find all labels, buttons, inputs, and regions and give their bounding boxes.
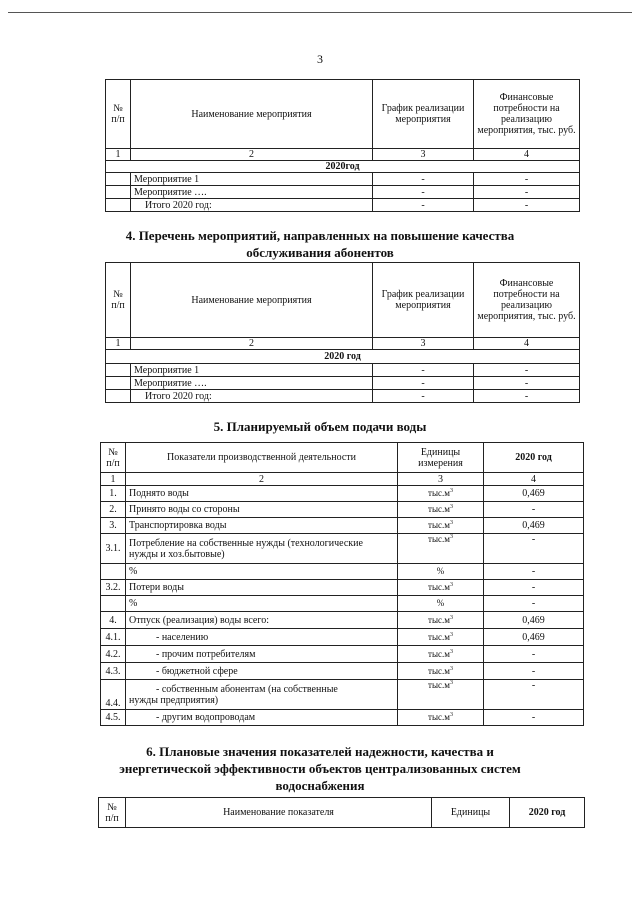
- indicator-name: Отпуск (реализация) воды всего:: [126, 612, 398, 629]
- row-number: 4.1.: [101, 629, 126, 646]
- table-row: [101, 534, 584, 564]
- col-header-finance: Финансовые потребности на реализацию мероприятия, тыс. руб.: [474, 80, 580, 149]
- unit-cell: $тыс.м^3$: [398, 646, 484, 663]
- col-header-year: 2020 год: [510, 798, 585, 828]
- measure-schedule: -: [373, 186, 474, 199]
- table-row: [106, 377, 580, 390]
- indicator-name: - другим водопроводам: [126, 710, 398, 726]
- table-row: [101, 564, 584, 580]
- indicator-name: - прочим потребителям: [126, 646, 398, 663]
- value-cell: -: [484, 564, 584, 580]
- value-cell: -: [484, 596, 584, 612]
- indicator-name-line2: нужды предприятия): [129, 694, 219, 706]
- table-row: [101, 646, 584, 663]
- total-label: Итого 2020 год:: [131, 199, 373, 212]
- value-cell: 0,469: [484, 612, 584, 629]
- measure-finance: -: [474, 377, 580, 390]
- col-number: 2: [131, 149, 373, 161]
- section-6-heading: 6. Плановые значения показателей надежности, качества и энергетической эффективности объектов централизованных систем водоснабжения: [119, 744, 521, 793]
- indicator-name: [126, 680, 398, 710]
- indicator-name: Поднято воды: [126, 486, 398, 502]
- service-quality-table: [105, 262, 580, 403]
- row-number: 4.3.: [101, 663, 126, 680]
- indicator-name: %: [126, 596, 398, 612]
- indicator-name: Потери воды: [126, 580, 398, 596]
- measure-name: Мероприятие ….: [131, 186, 373, 199]
- col-header-number: № п/п: [99, 798, 126, 828]
- table-row: [106, 390, 580, 403]
- value-cell: 0,469: [484, 629, 584, 646]
- unit-cell: $тыс.м^3$: [398, 486, 484, 502]
- col-number: 2: [126, 473, 398, 486]
- col-header-number: № п/п: [106, 263, 131, 338]
- section-5-heading: 5. Планируемый объем подачи воды: [213, 419, 427, 434]
- value-cell: -: [484, 534, 584, 564]
- year-row: 2020 год: [106, 350, 580, 364]
- measure-name: Мероприятие 1: [131, 364, 373, 377]
- col-header-year: 2020 год: [484, 443, 584, 473]
- unit-cell: $тыс.м^3$: [398, 710, 484, 726]
- col-header-number: № п/п: [101, 443, 126, 473]
- indicators-table: [98, 797, 585, 828]
- unit-cell: %: [398, 596, 484, 612]
- table-row: [101, 596, 584, 612]
- row-number: 1.: [101, 486, 126, 502]
- measures-table: [105, 79, 580, 212]
- col-number: 1: [106, 338, 131, 350]
- measure-finance: -: [474, 364, 580, 377]
- measure-name: Мероприятие ….: [131, 377, 373, 390]
- row-number: [101, 596, 126, 612]
- row-number: 3.: [101, 518, 126, 534]
- row-number: 4.5.: [101, 710, 126, 726]
- year-row: 2020год: [106, 161, 580, 173]
- measure-schedule: -: [373, 377, 474, 390]
- row-number: 4.: [101, 612, 126, 629]
- measure-finance: -: [474, 199, 580, 212]
- unit-cell: $тыс.м^3$: [398, 534, 484, 564]
- col-header-indicator: Наименование показателя: [126, 798, 432, 828]
- table-row: [101, 580, 584, 596]
- col-number: 4: [474, 338, 580, 350]
- table-row: [101, 518, 584, 534]
- value-cell: -: [484, 710, 584, 726]
- row-number: 2.: [101, 502, 126, 518]
- col-header-finance: Финансовые потребности на реализацию мероприятия, тыс. руб.: [474, 263, 580, 338]
- value-cell: 0,469: [484, 486, 584, 502]
- indicator-name: - населению: [126, 629, 398, 646]
- col-header-name: Наименование мероприятия: [131, 263, 373, 338]
- col-number: 3: [373, 149, 474, 161]
- page-number: 3: [317, 52, 323, 66]
- value-cell: -: [484, 580, 584, 596]
- unit-cell: $тыс.м^3$: [398, 502, 484, 518]
- unit-cell: $тыс.м^3$: [398, 680, 484, 710]
- table-row: [101, 680, 584, 710]
- table-row: [101, 710, 584, 726]
- unit-cell: $тыс.м^3$: [398, 580, 484, 596]
- table-row: [106, 199, 580, 212]
- unit-cell: $тыс.м^3$: [398, 612, 484, 629]
- col-number: 1: [106, 149, 131, 161]
- indicator-name: Потребление на собственные нужды (технологические нужды и хоз.бытовые): [126, 534, 398, 564]
- row-number: [101, 564, 126, 580]
- col-header-schedule: График реализации мероприятия: [373, 80, 474, 149]
- measure-schedule: -: [373, 390, 474, 403]
- total-label: Итого 2020 год:: [131, 390, 373, 403]
- value-cell: 0,469: [484, 518, 584, 534]
- measure-finance: -: [474, 186, 580, 199]
- row-number: 3.1.: [101, 534, 126, 564]
- unit-cell: $тыс.м^3$: [398, 629, 484, 646]
- section-4-heading: 4. Перечень мероприятий, направленных на повышение качества обслуживания абонентов: [125, 228, 515, 260]
- col-number: 2: [131, 338, 373, 350]
- col-header-name: Наименование мероприятия: [131, 80, 373, 149]
- indicator-name-line1: - собственным абонентам (на собственные: [156, 683, 338, 695]
- table-row: [101, 502, 584, 518]
- row-number: 4.4.: [101, 680, 126, 710]
- table-row: [106, 173, 580, 186]
- unit-cell: $тыс.м^3$: [398, 518, 484, 534]
- table-row: [101, 663, 584, 680]
- unit-cell: $тыс.м^3$: [398, 663, 484, 680]
- measure-schedule: -: [373, 364, 474, 377]
- table-row: [106, 186, 580, 199]
- value-cell: -: [484, 680, 584, 710]
- col-number: 1: [101, 473, 126, 486]
- value-cell: -: [484, 646, 584, 663]
- measure-finance: -: [474, 390, 580, 403]
- col-header-number: № п/п: [106, 80, 131, 149]
- col-number: 4: [484, 473, 584, 486]
- table-row: [101, 629, 584, 646]
- row-number: 3.2.: [101, 580, 126, 596]
- col-header-indicator: Показатели производственной деятельности: [126, 443, 398, 473]
- col-number: 3: [373, 338, 474, 350]
- water-supply-table: [100, 442, 584, 726]
- measure-name: Мероприятие 1: [131, 173, 373, 186]
- col-number: 3: [398, 473, 484, 486]
- top-rule: [8, 12, 632, 13]
- value-cell: -: [484, 502, 584, 518]
- col-number: 4: [474, 149, 580, 161]
- measure-finance: -: [474, 173, 580, 186]
- row-number: 4.2.: [101, 646, 126, 663]
- measure-schedule: -: [373, 199, 474, 212]
- table-row: [106, 364, 580, 377]
- unit-cell: %: [398, 564, 484, 580]
- value-cell: -: [484, 663, 584, 680]
- table-row: [101, 612, 584, 629]
- measure-schedule: -: [373, 173, 474, 186]
- table-row: [101, 486, 584, 502]
- indicator-name: Транспортировка воды: [126, 518, 398, 534]
- col-header-unit: Единицы измерения: [398, 443, 484, 473]
- col-header-unit: Единицы: [432, 798, 510, 828]
- col-header-schedule: График реализации мероприятия: [373, 263, 474, 338]
- indicator-name: Принято воды со стороны: [126, 502, 398, 518]
- indicator-name: - бюджетной сфере: [126, 663, 398, 680]
- indicator-name: %: [126, 564, 398, 580]
